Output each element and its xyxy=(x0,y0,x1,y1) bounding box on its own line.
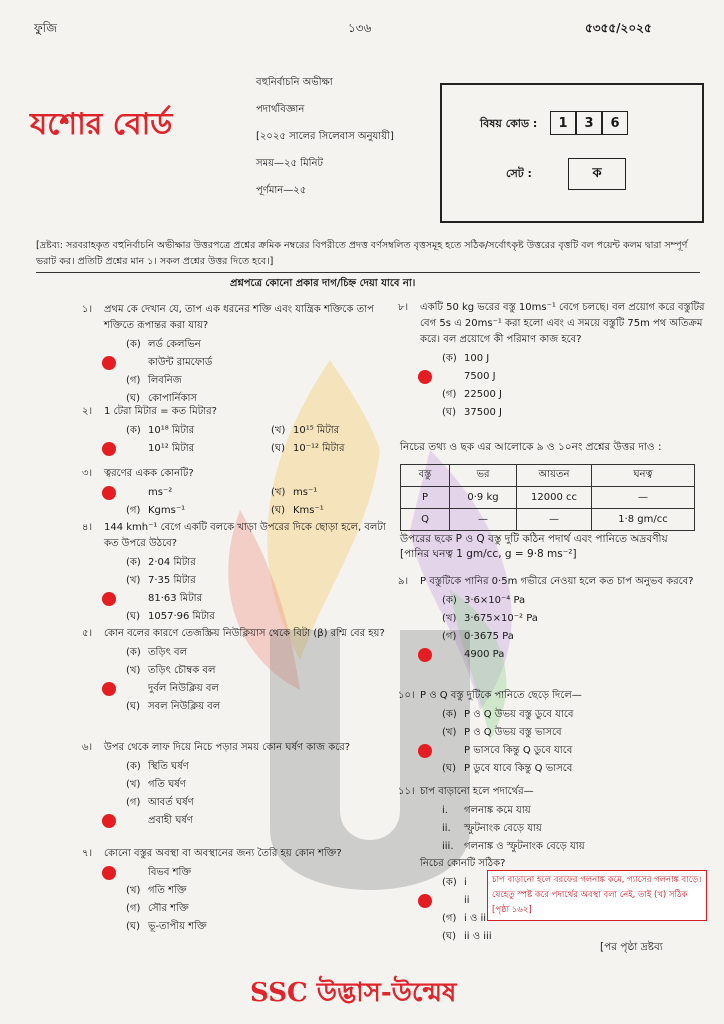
question-text: কোন বলের কারণে তেজস্ক্রিয় নিউক্লিয়াস থেকে বিটা (β) রশ্মি বের হয়? xyxy=(104,628,385,639)
statement-text: গলনাঙ্ক কমে যায় xyxy=(464,805,531,816)
option-label: (ক) xyxy=(442,709,457,720)
option-label: (ঘ) xyxy=(442,407,456,418)
question-text: 144 kmh⁻¹ বেগে একটি বলকে খাড়া উপরের দিকে ছোড়া হলে, বলটা কত উপরে উঠবে? xyxy=(104,522,386,549)
statement-text: গলনাঙ্ক ও স্ফুটনাংক বেড়ে যায় xyxy=(464,841,585,852)
option-label: (খ) xyxy=(271,487,286,498)
option-text: 22500 J xyxy=(464,389,502,400)
question-text: একটি 50 kg ভরের বস্তু 10ms⁻¹ বেগে চলছে। বল প্রয়োগ করে বস্তুটির বেগ 5s এ 20ms⁻¹ করা হলো এবং এ সময়ে বস্তুটি 75m পথ অতিক্রম করে। বল প্রয়োগে কী পরিমাণ কাজ হবে? xyxy=(420,302,705,345)
code-digit: 3 xyxy=(576,111,602,135)
option-text: 2·04 মিটার xyxy=(148,557,196,568)
answer-option xyxy=(104,608,394,626)
answer-option xyxy=(420,760,700,778)
option-row xyxy=(104,484,394,502)
option-text: কোপার্নিকাস xyxy=(148,393,197,404)
option-label xyxy=(126,484,148,502)
footer-brand: SSC উদ্ভাস-উন্মেষ xyxy=(250,978,457,1008)
option-text: P ভাসবে কিন্তু Q ডুবে যাবে xyxy=(464,745,573,756)
answer-option xyxy=(420,386,710,404)
option-text: i xyxy=(464,877,467,888)
answer-marked-dot xyxy=(418,894,432,908)
question xyxy=(82,404,394,458)
answer-option xyxy=(104,680,394,698)
answer-option xyxy=(420,724,700,742)
option-text: দুর্বল নিউক্লিয় বল xyxy=(148,683,219,694)
question-text: কোনো বস্তুর অবস্থা বা অবস্থানের জন্য তৈরি হয় কোন শক্তি? xyxy=(104,848,342,859)
option-label: (ক) xyxy=(442,595,457,606)
code-digit: 6 xyxy=(602,111,628,135)
code-box xyxy=(440,83,704,223)
question-number: ২। xyxy=(82,406,93,417)
option-label: (ক) xyxy=(126,761,141,772)
option-text: তড়িৎ বল xyxy=(148,647,188,658)
question-number: ৩। xyxy=(82,468,93,479)
option-label: (ক) xyxy=(126,557,141,568)
header-code: ৫৩৫৫/২০২৫ xyxy=(585,21,652,35)
question-text: চাপ বাড়ানো হলে পদার্থের— xyxy=(420,786,534,797)
answer-marked-dot xyxy=(102,592,116,606)
answer-option xyxy=(104,776,394,794)
statement xyxy=(420,838,700,856)
option-label: (গ) xyxy=(442,389,457,400)
stem-after: উপরের ছকে P ও Q বস্তু দুটি কঠিন পদার্থ এবং পানিতে অদ্রবণীয় [পানির ঘনত্ব 1 gm/cc, g = 9·8 ms⁻²] xyxy=(400,533,668,560)
question-number: ৬। xyxy=(82,742,93,753)
answer-option xyxy=(104,698,394,716)
answer-marked-dot xyxy=(102,442,116,456)
answer-marked-dot xyxy=(418,370,432,384)
option-label: (ক) xyxy=(126,425,141,436)
option-text: 10¹² মিটার xyxy=(148,443,195,454)
answer-option xyxy=(420,646,700,664)
option-text: 100 J xyxy=(464,353,490,364)
question xyxy=(398,300,710,422)
statement-text: স্ফুটনাংক বেড়ে যায় xyxy=(464,823,542,834)
answer-marked-dot xyxy=(102,814,116,828)
answer-option xyxy=(104,882,394,900)
question-number: ৪। xyxy=(82,522,93,533)
option-label: (গ) xyxy=(442,913,457,924)
option-label xyxy=(126,680,148,698)
option-text: Kgms⁻¹ xyxy=(148,505,186,516)
answer-option xyxy=(104,758,394,776)
answer-option xyxy=(249,422,394,440)
question xyxy=(82,302,394,408)
option-text: তড়িৎ চৌম্বক বল xyxy=(148,665,216,676)
option-text: 81·63 মিটার xyxy=(148,593,203,604)
option-text: 3·675×10⁻² Pa xyxy=(464,613,538,624)
set-label: সেট : xyxy=(506,167,532,180)
question-text: প্রথম কে দেখান যে, তাপ এক ধরনের শক্তি এবং যান্ত্রিক শক্তিকে তাপ শক্তিতে রূপান্তর করা যায়? xyxy=(104,304,374,331)
table-cell: — xyxy=(517,509,592,531)
option-text: 4900 Pa xyxy=(464,649,505,660)
option-label: (গ) xyxy=(126,903,141,914)
answer-marked-dot xyxy=(418,648,432,662)
option-text: সৌর শক্তি xyxy=(148,903,189,914)
option-text: সবল নিউক্লিয় বল xyxy=(148,701,221,712)
answer-option xyxy=(104,484,249,502)
option-label: (ঘ) xyxy=(271,443,285,454)
option-label: (ঘ) xyxy=(126,393,140,404)
answer-option xyxy=(104,422,249,440)
exam-meta xyxy=(256,75,394,210)
answer-option xyxy=(420,742,700,760)
warning-text: প্রশ্নপত্রে কোনো প্রকার দাগ/চিহ্ন দেয়া যাবে না। xyxy=(230,278,416,289)
option-row xyxy=(104,440,394,458)
answer-option xyxy=(104,812,394,830)
question-text: P ও Q বস্তু দুটিকে পানিতে ছেড়ে দিলে— xyxy=(420,690,582,701)
option-text: লিবনিজ xyxy=(148,375,182,386)
answer-option xyxy=(104,918,394,936)
option-text: 10¹⁸ মিটার xyxy=(148,425,195,436)
header-left: ফুজি xyxy=(34,21,57,35)
answer-option xyxy=(420,706,700,724)
option-label: (খ) xyxy=(126,779,141,790)
question-prompt: নিচের কোনটি সঠিক? xyxy=(420,858,506,869)
option-text: 1057·96 মিটার xyxy=(148,611,215,622)
option-label: (খ) xyxy=(271,425,286,436)
table-header: আয়তন xyxy=(517,465,592,487)
option-label xyxy=(126,812,148,830)
option-text: 7500 J xyxy=(464,371,496,382)
option-label xyxy=(442,368,464,386)
subject: পদার্থবিজ্ঞান xyxy=(256,104,305,115)
option-label: (গ) xyxy=(442,631,457,642)
table-header: ঘনত্ব xyxy=(592,465,695,487)
option-label: (ঘ) xyxy=(126,611,140,622)
full-marks: পূর্ণমান—২৫ xyxy=(256,185,307,196)
option-text: ms⁻² xyxy=(148,487,173,498)
option-label: (গ) xyxy=(126,375,141,386)
statement-label: ii. xyxy=(442,823,451,834)
table-cell: 12000 cc xyxy=(517,487,592,509)
option-text: স্থিতি ঘর্ষণ xyxy=(148,761,189,772)
question xyxy=(82,846,394,936)
statement xyxy=(420,820,700,838)
table-cell: P xyxy=(401,487,450,509)
option-label: (গ) xyxy=(126,505,141,516)
option-label: (ঘ) xyxy=(271,505,285,516)
question xyxy=(398,688,700,778)
question-text: P বস্তুটিকে পানির 0·5m গভীরে নেওয়া হলে কত চাপ অনুভব করবে? xyxy=(420,576,694,587)
option-label xyxy=(442,742,464,760)
option-label: (ক) xyxy=(442,353,457,364)
answer-option xyxy=(249,484,394,502)
option-text: P ডুবে যাবে কিন্তু Q ভাসবে xyxy=(464,763,573,774)
answer-option xyxy=(104,864,394,882)
answer-option xyxy=(104,336,394,354)
answer-option xyxy=(420,610,700,628)
question xyxy=(82,520,394,626)
answer-marked-dot xyxy=(418,744,432,758)
answer-marked-dot xyxy=(102,866,116,880)
option-label: (ঘ) xyxy=(442,763,456,774)
code-cells xyxy=(550,111,628,135)
statement-label: i. xyxy=(442,805,448,816)
option-text: লর্ড কেলভিন xyxy=(148,339,201,350)
answer-callout: চাপ বাড়ানো হলে বরফের গলনাঙ্ক কমে, গ্যাসের গলনাঙ্ক বাড়ে। যেহেতু স্পষ্ট করে পদার্থের অবস্থা বলা নেই, তাই (খ) সঠিক [পৃষ্ঠা ১৬২] xyxy=(487,870,707,921)
question xyxy=(398,784,700,946)
table-cell: Q xyxy=(401,509,450,531)
option-label xyxy=(442,646,464,664)
answer-option xyxy=(104,572,394,590)
answer-marked-dot xyxy=(102,356,116,370)
option-row xyxy=(104,422,394,440)
answer-option xyxy=(104,590,394,608)
header-page-number: ১৩৬ xyxy=(348,21,372,35)
answer-option xyxy=(420,628,700,646)
answer-option xyxy=(104,662,394,680)
option-text: ii ও iii xyxy=(464,931,492,942)
answer-option xyxy=(104,354,394,372)
option-label: (খ) xyxy=(442,727,457,738)
question xyxy=(82,626,394,716)
option-label xyxy=(126,354,148,372)
time: সময়—২৫ মিনিট xyxy=(256,158,323,169)
code-label: বিষয় কোড : xyxy=(480,117,538,130)
option-label: (খ) xyxy=(126,885,141,896)
option-label: (ঘ) xyxy=(126,921,140,932)
option-text: P ও Q উভয় বস্তু ডুবে যাবে xyxy=(464,709,574,720)
option-text: 10⁻¹² মিটার xyxy=(293,443,345,454)
question xyxy=(82,740,394,830)
option-text: 7·35 মিটার xyxy=(148,575,196,586)
table-header: বস্তু xyxy=(401,465,450,487)
option-text: Kms⁻¹ xyxy=(293,505,324,516)
option-label: (ঘ) xyxy=(126,701,140,712)
code-digit: 1 xyxy=(550,111,576,135)
option-text: ii xyxy=(464,895,470,906)
answer-option xyxy=(420,592,700,610)
option-label: (খ) xyxy=(126,665,141,676)
option-label: (ক) xyxy=(126,647,141,658)
question-text: উপর থেকে লাফ দিয়ে নিচে পড়ার সময় কোন ঘর্ষণ কাজ করে? xyxy=(104,742,351,753)
option-text: 0·3675 Pa xyxy=(464,631,514,642)
option-text: কাউন্ট রামফোর্ড xyxy=(148,357,213,368)
option-label: (খ) xyxy=(442,613,457,624)
answer-option xyxy=(420,404,710,422)
option-text: প্রবাহী ঘর্ষণ xyxy=(148,815,193,826)
data-table xyxy=(400,464,695,531)
set-value: ক xyxy=(568,158,626,190)
answer-option xyxy=(420,350,710,368)
option-text: 3·6×10⁻⁴ Pa xyxy=(464,595,526,606)
table-cell: 0·9 kg xyxy=(450,487,517,509)
option-label: (খ) xyxy=(126,575,141,586)
board-title: যশোর বোর্ড xyxy=(30,107,173,142)
option-text: ভূ-তাপীয় শক্তি xyxy=(148,921,207,932)
option-text: i ও ii xyxy=(464,913,487,924)
next-page-note: [পর পৃষ্ঠা দ্রষ্টব্য xyxy=(600,941,663,953)
question-number: ১। xyxy=(82,304,93,315)
table-header: ভর xyxy=(450,465,517,487)
syllabus: [২০২৫ সালের সিলেবাস অনুযায়ী] xyxy=(256,131,394,142)
option-label xyxy=(126,440,148,458)
option-label xyxy=(126,864,148,882)
question-text: ত্বরণের একক কোনটি? xyxy=(104,468,194,479)
question-number: ১০। xyxy=(398,690,415,701)
option-label: (ক) xyxy=(442,877,457,888)
option-label xyxy=(442,892,464,910)
question xyxy=(82,466,394,520)
answer-option xyxy=(104,554,394,572)
option-text: গতি শক্তি xyxy=(148,885,187,896)
option-text: ms⁻¹ xyxy=(293,487,318,498)
answer-marked-dot xyxy=(102,486,116,500)
answer-option xyxy=(104,900,394,918)
option-text: বিভব শক্তি xyxy=(148,867,192,878)
answer-option xyxy=(420,368,710,386)
answer-option xyxy=(104,372,394,390)
answer-option xyxy=(104,502,249,520)
exam-type: বহুনির্বাচনি অভীক্ষা xyxy=(256,77,333,88)
answer-option xyxy=(249,440,394,458)
question-number: ১১। xyxy=(398,786,415,797)
answer-marked-dot xyxy=(102,682,116,696)
option-text: 37500 J xyxy=(464,407,502,418)
stem-intro: নিচের তথ্য ও ছক এর আলোকে ৯ ও ১০নং প্রশ্নের উত্তর দাও : xyxy=(400,441,662,453)
answer-option xyxy=(104,794,394,812)
question xyxy=(398,574,700,664)
option-label: (ঘ) xyxy=(442,931,456,942)
question-number: ৯। xyxy=(398,576,409,587)
option-text: P ও Q উভয় বস্তু ভাসবে xyxy=(464,727,562,738)
answer-option xyxy=(249,502,394,520)
table-cell: 1·8 gm/cc xyxy=(592,509,695,531)
option-text: 10¹⁵ মিটার xyxy=(293,425,340,436)
option-label: (ক) xyxy=(126,339,141,350)
option-label: (গ) xyxy=(126,797,141,808)
question-number: ৭। xyxy=(82,848,93,859)
answer-option xyxy=(104,440,249,458)
question-text: 1 টেরা মিটার = কত মিটার? xyxy=(104,406,217,417)
option-text: আবর্ত ঘর্ষণ xyxy=(148,797,194,808)
table-cell: — xyxy=(592,487,695,509)
instruction-note: [দ্রষ্টব্য: সরবরাহকৃত বহুনির্বাচনি অভীক্ষার উত্তরপত্রে প্রশ্নের ক্রমিক নম্বরের বিপরীতে প্রদত্ত বর্ণসম্বলিত বৃত্তসমূহ হতে সঠিক/সর্বোৎকৃষ্ট উত্তরের বৃত্তটি বল পয়েন্ট কলম দ্বারা সম্পূর্ণ ভরাট কর। প্রতিটি প্রশ্নের মান ১। সকল প্রশ্নের উত্তর দিতে হবে।] xyxy=(36,238,700,273)
statement-label: iii. xyxy=(442,841,454,852)
option-text: গতি ঘর্ষণ xyxy=(148,779,186,790)
question-number: ৫। xyxy=(82,628,93,639)
answer-option xyxy=(104,644,394,662)
table-cell: — xyxy=(450,509,517,531)
option-row xyxy=(104,502,394,520)
question-number: ৮। xyxy=(398,302,409,313)
option-label xyxy=(126,590,148,608)
statement xyxy=(420,802,700,820)
